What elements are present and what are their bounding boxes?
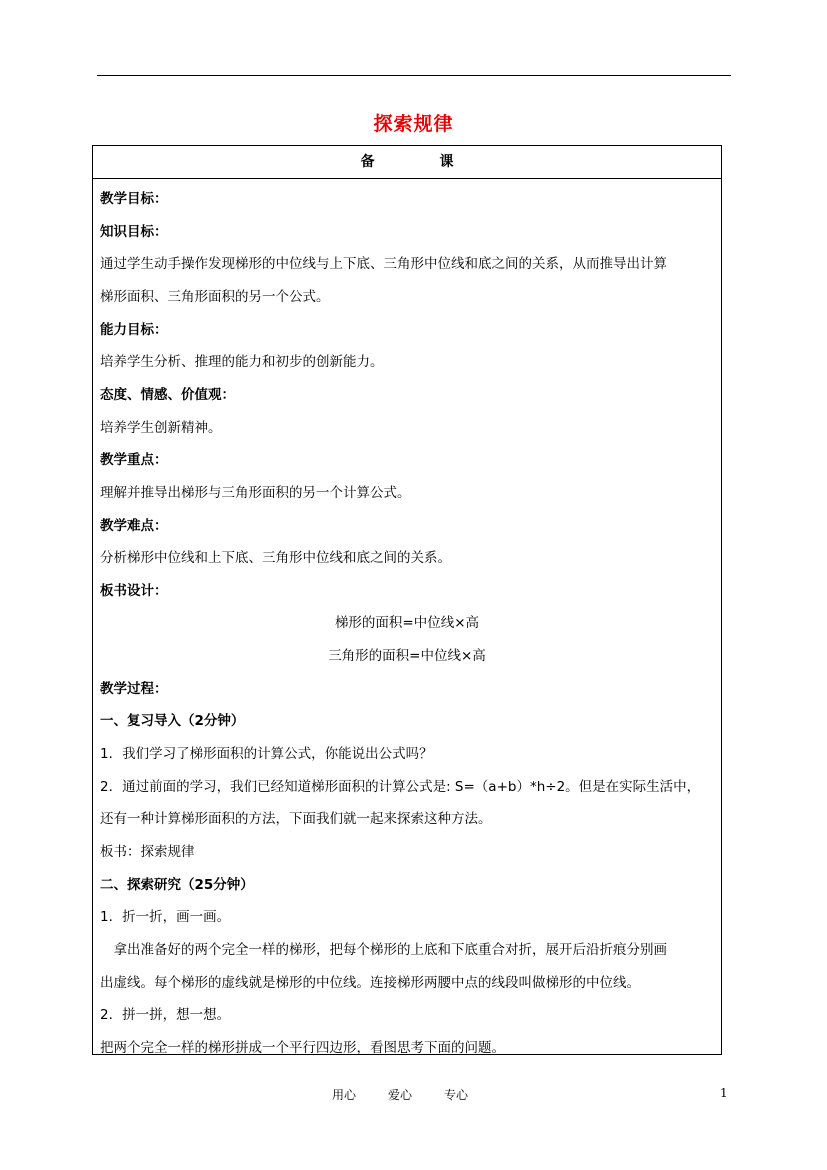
footer-text-3: 专心 xyxy=(444,1088,469,1102)
header-label-right: 课 xyxy=(439,154,454,170)
body-text-line: 还有一种计算梯形面积的方法，下面我们就一起来探索这种方法。 xyxy=(100,811,492,828)
section-heading: 知识目标： xyxy=(100,223,168,240)
body-text-line: 板书：探索规律 xyxy=(100,844,195,860)
body-text-line: 1．我们学习了梯形面积的计算公式，你能说出公式吗？ xyxy=(100,746,433,763)
body-text-line: 把两个完全一样的梯形拼成一个平行四边形，看图思考下面的问题。 xyxy=(100,1039,505,1056)
body-text-line: 理解并推导出梯形与三角形面积的另一个计算公式。 xyxy=(100,484,411,501)
section-heading: 教学目标： xyxy=(100,191,168,207)
footer-text-2: 爱心 xyxy=(388,1088,413,1102)
body-text-line: 培养学生分析、推理的能力和初步的创新能力。 xyxy=(100,354,384,371)
body-text-line: 培养学生创新精神。 xyxy=(100,419,222,436)
section-heading: 一、复习导入（2分钟） xyxy=(100,713,245,730)
header-rule xyxy=(97,75,731,76)
section-heading: 能力目标： xyxy=(100,321,168,338)
section-heading: 二、探索研究（25分钟） xyxy=(100,876,254,893)
header-label-left: 备 xyxy=(360,154,375,170)
section-heading: 教学重点： xyxy=(100,452,168,469)
body-text-line: 三角形的面积=中位线×高 xyxy=(328,648,486,665)
section-heading: 态度、情感、价值观： xyxy=(100,386,235,403)
body-text-line: 梯形的面积=中位线×高 xyxy=(334,615,480,632)
body-text-line: 2．通过前面的学习，我们已经知道梯形面积的计算公式是: S=（a+b）*h÷2。但是在实际生活中， xyxy=(100,778,701,795)
document-title: 探索规律 xyxy=(373,113,454,135)
section-heading: 教学难点： xyxy=(100,517,168,534)
footer-text-1: 用心 xyxy=(332,1088,357,1102)
body-text-line: 分析梯形中位线和上下底、三角形中位线和底之间的关系。 xyxy=(100,550,451,567)
body-text-line: 拿出准备好的两个完全一样的梯形，把每个梯形的上底和下底重合对折，展开后沿折痕分别画 xyxy=(100,941,667,958)
page-number: 1 xyxy=(720,1086,728,1100)
table-header-row xyxy=(93,146,721,179)
lesson-table xyxy=(92,145,722,1055)
body-text-line: 1．折一折，画一画。 xyxy=(100,909,231,926)
section-heading: 教学过程： xyxy=(100,680,168,697)
body-text-line: 出虚线。每个梯形的虚线就是梯形的中位线。连接梯形两腰中点的线段叫做梯形的中位线。 xyxy=(100,974,640,991)
section-heading: 板书设计： xyxy=(100,582,168,599)
body-text-line: 梯形面积、三角形面积的另一个公式。 xyxy=(100,288,330,305)
body-text-line: 2．拼一拼，想一想。 xyxy=(100,1007,231,1024)
body-text-line: 通过学生动手操作发现梯形的中位线与上下底、三角形中位线和底之间的关系，从而推导出计算 xyxy=(100,256,667,273)
